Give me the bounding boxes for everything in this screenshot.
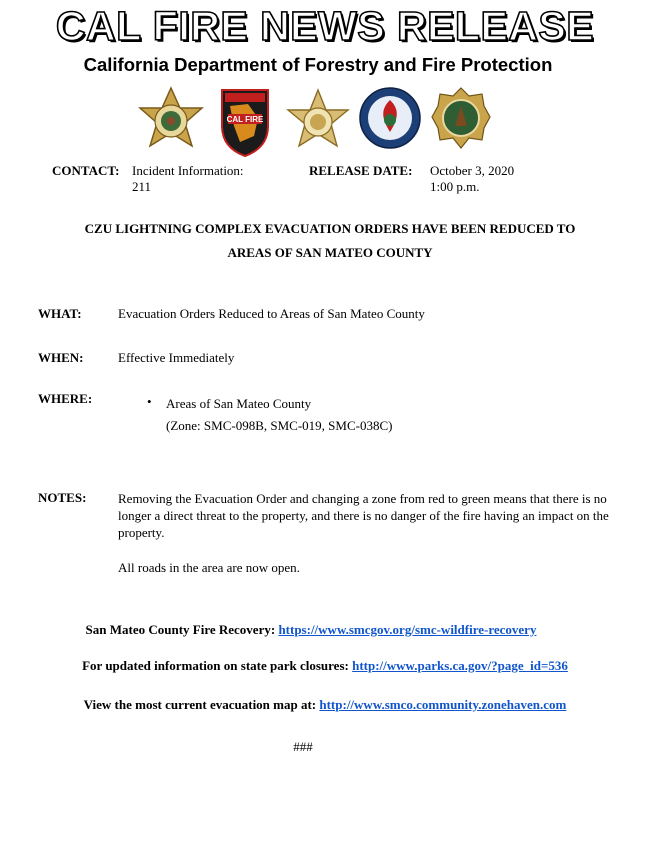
contact-line-2: 211 bbox=[132, 179, 152, 194]
department-subtitle: California Department of Forestry and Fire Protection bbox=[83, 54, 553, 75]
evacuation-map-label: View the most current evacuation map at: bbox=[83, 697, 320, 712]
cal-fire-logo-text: CAL FIRE bbox=[226, 115, 264, 124]
contact-line-1: Incident Information: bbox=[132, 163, 244, 178]
where-zones: (Zone: SMC-098B, SMC-019, SMC-038C) bbox=[166, 418, 393, 433]
san-mateo-fire-badge-icon bbox=[430, 86, 492, 150]
park-closures-line bbox=[0, 658, 650, 674]
release-date: October 3, 2020 bbox=[430, 163, 515, 178]
recovery-link[interactable]: https://www.smcgov.org/smc-wildfire-recovery bbox=[278, 622, 537, 637]
notes-line-1: Removing the Evacuation Order and changing a zone from red to green means that there is no bbox=[118, 491, 607, 506]
notes-label: NOTES: bbox=[38, 490, 87, 505]
notes-line-3: property. bbox=[118, 525, 165, 540]
notes-line-2: longer a direct threat to the property, and there is no danger of the fire having an impact on the bbox=[118, 508, 609, 523]
release-time: 1:00 p.m. bbox=[430, 179, 480, 194]
evacuation-map-link[interactable]: http://www.smco.community.zonehaven.com bbox=[319, 697, 567, 712]
when-text: Effective Immediately bbox=[118, 350, 235, 365]
san-mateo-sheriff-badge-icon bbox=[136, 86, 206, 158]
park-closures-label: For updated information on state park closures: bbox=[82, 658, 353, 673]
what-text: Evacuation Orders Reduced to Areas of San Mateo County bbox=[118, 306, 425, 321]
agency-logos bbox=[136, 86, 496, 158]
release-date-label: RELEASE DATE: bbox=[309, 163, 413, 178]
when-label: WHEN: bbox=[38, 350, 84, 365]
notes-paragraph bbox=[118, 490, 609, 541]
notes-roads: All roads in the area are now open. bbox=[118, 560, 300, 575]
cal-fire-shield-icon bbox=[218, 86, 272, 158]
release-title: CAL FIRE NEWS RELEASE bbox=[55, 3, 595, 49]
where-bullet: • bbox=[147, 394, 152, 409]
star-badge-icon bbox=[284, 86, 352, 158]
end-mark: ### bbox=[293, 739, 313, 754]
headline bbox=[40, 217, 620, 265]
contact-label: CONTACT: bbox=[52, 163, 120, 178]
headline-line-1: CZU LIGHTNING COMPLEX EVACUATION ORDERS HAVE BEEN REDUCED TO bbox=[84, 221, 576, 236]
recovery-label: San Mateo County Fire Recovery: bbox=[85, 622, 279, 637]
park-closures-link[interactable]: http://www.parks.ca.gov/?page_id=536 bbox=[352, 658, 568, 673]
round-seal-icon bbox=[358, 86, 422, 150]
recovery-line bbox=[0, 622, 636, 638]
what-label: WHAT: bbox=[38, 306, 82, 321]
where-label: WHERE: bbox=[38, 391, 93, 406]
headline-line-2: AREAS OF SAN MATEO COUNTY bbox=[227, 245, 433, 260]
where-item: Areas of San Mateo County bbox=[166, 396, 312, 411]
evacuation-map-line bbox=[0, 697, 650, 713]
